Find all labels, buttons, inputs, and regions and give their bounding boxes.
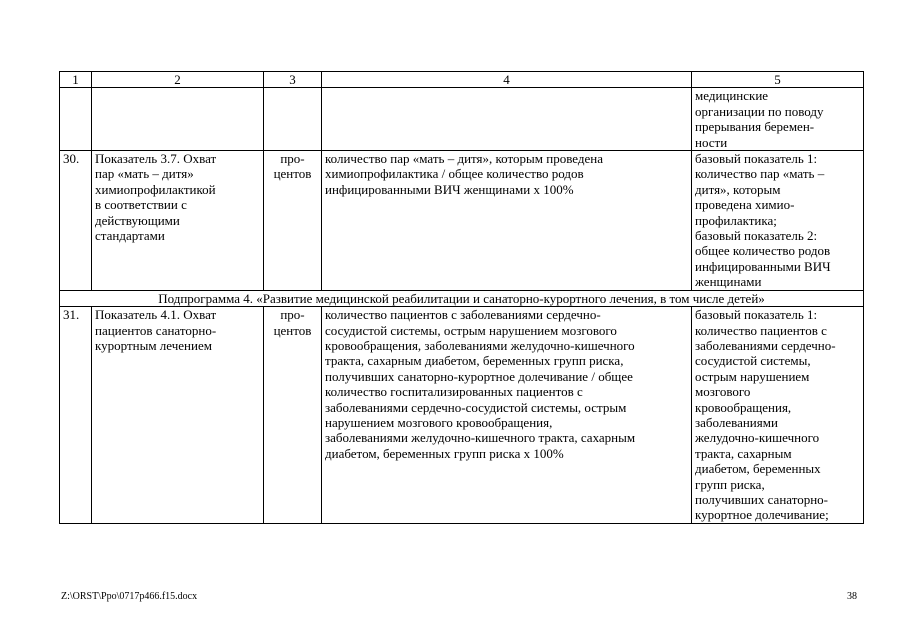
text-line: количество пар «мать – дитя», которым проведена bbox=[325, 151, 603, 167]
text-line: заболеваниями сердечно- bbox=[695, 337, 836, 353]
text-line: про- bbox=[280, 307, 305, 323]
continuation-cell-4 bbox=[322, 88, 692, 151]
header-row bbox=[60, 72, 864, 88]
text-line: медицинские bbox=[695, 88, 769, 104]
text-line: острым нарушением bbox=[695, 368, 810, 384]
table-row-30 bbox=[60, 151, 864, 291]
text-line: получивших санаторно- bbox=[695, 491, 829, 507]
text-line: стандартами bbox=[95, 228, 165, 244]
footer-file-path: Z:\ORST\Ppo\0717p466.f15.docx bbox=[61, 591, 198, 602]
indicator-name-cell bbox=[92, 307, 264, 524]
text-line: диабетом, беременных bbox=[695, 461, 821, 477]
base-indicators-cell bbox=[692, 151, 864, 291]
text-line: ности bbox=[695, 134, 728, 150]
text-line: курортным лечением bbox=[95, 337, 212, 353]
formula-cell bbox=[322, 151, 692, 291]
header-cell-2: 2 bbox=[92, 72, 264, 88]
text-line: прерывания беремен- bbox=[695, 119, 815, 135]
text-line: инфицированными ВИЧ bbox=[695, 258, 831, 274]
text-line: нарушением мозгового кровообращения, bbox=[325, 414, 553, 430]
text-line: желудочно-кишечного bbox=[695, 430, 820, 446]
base-indicators-cell bbox=[692, 307, 864, 524]
subprogram-heading: Подпрограмма 4. «Развитие медицинской реабилитации и санаторно-курортного лечения, в том числе детей» bbox=[60, 290, 864, 306]
text-line: количество госпитализированных пациентов с bbox=[325, 384, 583, 400]
text-line: тракта, сахарным bbox=[695, 445, 792, 461]
text-line: общее количество родов bbox=[695, 243, 831, 259]
text-line: диабетом, беременных групп риска x 100% bbox=[325, 445, 564, 461]
indicator-name-cell bbox=[92, 151, 264, 291]
text-line: курортное долечивание; bbox=[695, 507, 829, 523]
text-line: кровообращения, заболеваниями желудочно-кишечного bbox=[325, 337, 635, 353]
text-line: проведена химио- bbox=[695, 197, 795, 213]
row-number: 30. bbox=[60, 151, 92, 291]
text-line: центов bbox=[273, 322, 312, 338]
text-line: кровообращения, bbox=[695, 399, 792, 415]
page-number: 38 bbox=[847, 591, 857, 602]
continuation-base-cell bbox=[692, 88, 864, 151]
indicators-table bbox=[59, 71, 864, 524]
text-line: женщинами bbox=[695, 274, 762, 290]
continuation-row bbox=[60, 88, 864, 151]
text-line: заболеваниями сердечно-сосудистой системы, острым bbox=[325, 399, 627, 415]
text-line: профилактика; bbox=[695, 212, 777, 228]
continuation-cell-1 bbox=[60, 88, 92, 151]
text-line: мозгового bbox=[695, 384, 751, 400]
text-line: химиопрофилактика / общее количество родов bbox=[325, 166, 584, 182]
text-line: заболеваниями bbox=[695, 414, 778, 430]
text-line: количество пар «мать – bbox=[695, 166, 825, 182]
text-line: организации по поводу bbox=[695, 103, 824, 119]
header-cell-5: 5 bbox=[692, 72, 864, 88]
header-cell-3: 3 bbox=[264, 72, 322, 88]
text-line: базовый показатель 1: bbox=[695, 307, 818, 323]
continuation-cell-2 bbox=[92, 88, 264, 151]
text-line: действующими bbox=[95, 212, 180, 228]
text-line: центов bbox=[273, 166, 312, 182]
table-row-31 bbox=[60, 307, 864, 524]
continuation-cell-3 bbox=[264, 88, 322, 151]
text-line: химиопрофилактикой bbox=[95, 181, 216, 197]
text-line: количество пациентов с заболеваниями сердечно- bbox=[325, 307, 601, 323]
text-line: получивших санаторно-курортное долечивание / общее bbox=[325, 368, 633, 384]
header-cell-1: 1 bbox=[60, 72, 92, 88]
text-line: базовый показатель 2: bbox=[695, 228, 818, 244]
unit-cell bbox=[264, 307, 322, 524]
text-line: дитя», которым bbox=[695, 181, 781, 197]
text-line: заболеваниями желудочно-кишечного тракта, сахарным bbox=[325, 430, 636, 446]
text-line: инфицированными ВИЧ женщинами x 100% bbox=[325, 181, 574, 197]
text-line: про- bbox=[280, 151, 305, 167]
row-number: 31. bbox=[60, 307, 92, 524]
text-line: пар «мать – дитя» bbox=[95, 166, 194, 182]
header-cell-4: 4 bbox=[322, 72, 692, 88]
subprogram-row bbox=[60, 290, 864, 306]
text-line: сосудистой системы, острым нарушением мозгового bbox=[325, 322, 617, 338]
formula-cell bbox=[322, 307, 692, 524]
text-line: тракта, сахарным диабетом, беременных групп риска, bbox=[325, 353, 624, 369]
text-line: в соответствии с bbox=[95, 197, 187, 213]
text-line: сосудистой системы, bbox=[695, 353, 811, 369]
text-line: групп риска, bbox=[695, 476, 765, 492]
unit-cell bbox=[264, 151, 322, 291]
text-line: Показатель 3.7. Охват bbox=[95, 151, 217, 167]
text-line: количество пациентов с bbox=[695, 322, 827, 338]
text-line: пациентов санаторно- bbox=[95, 322, 217, 338]
text-line: Показатель 4.1. Охват bbox=[95, 307, 217, 323]
text-line: базовый показатель 1: bbox=[695, 151, 818, 167]
